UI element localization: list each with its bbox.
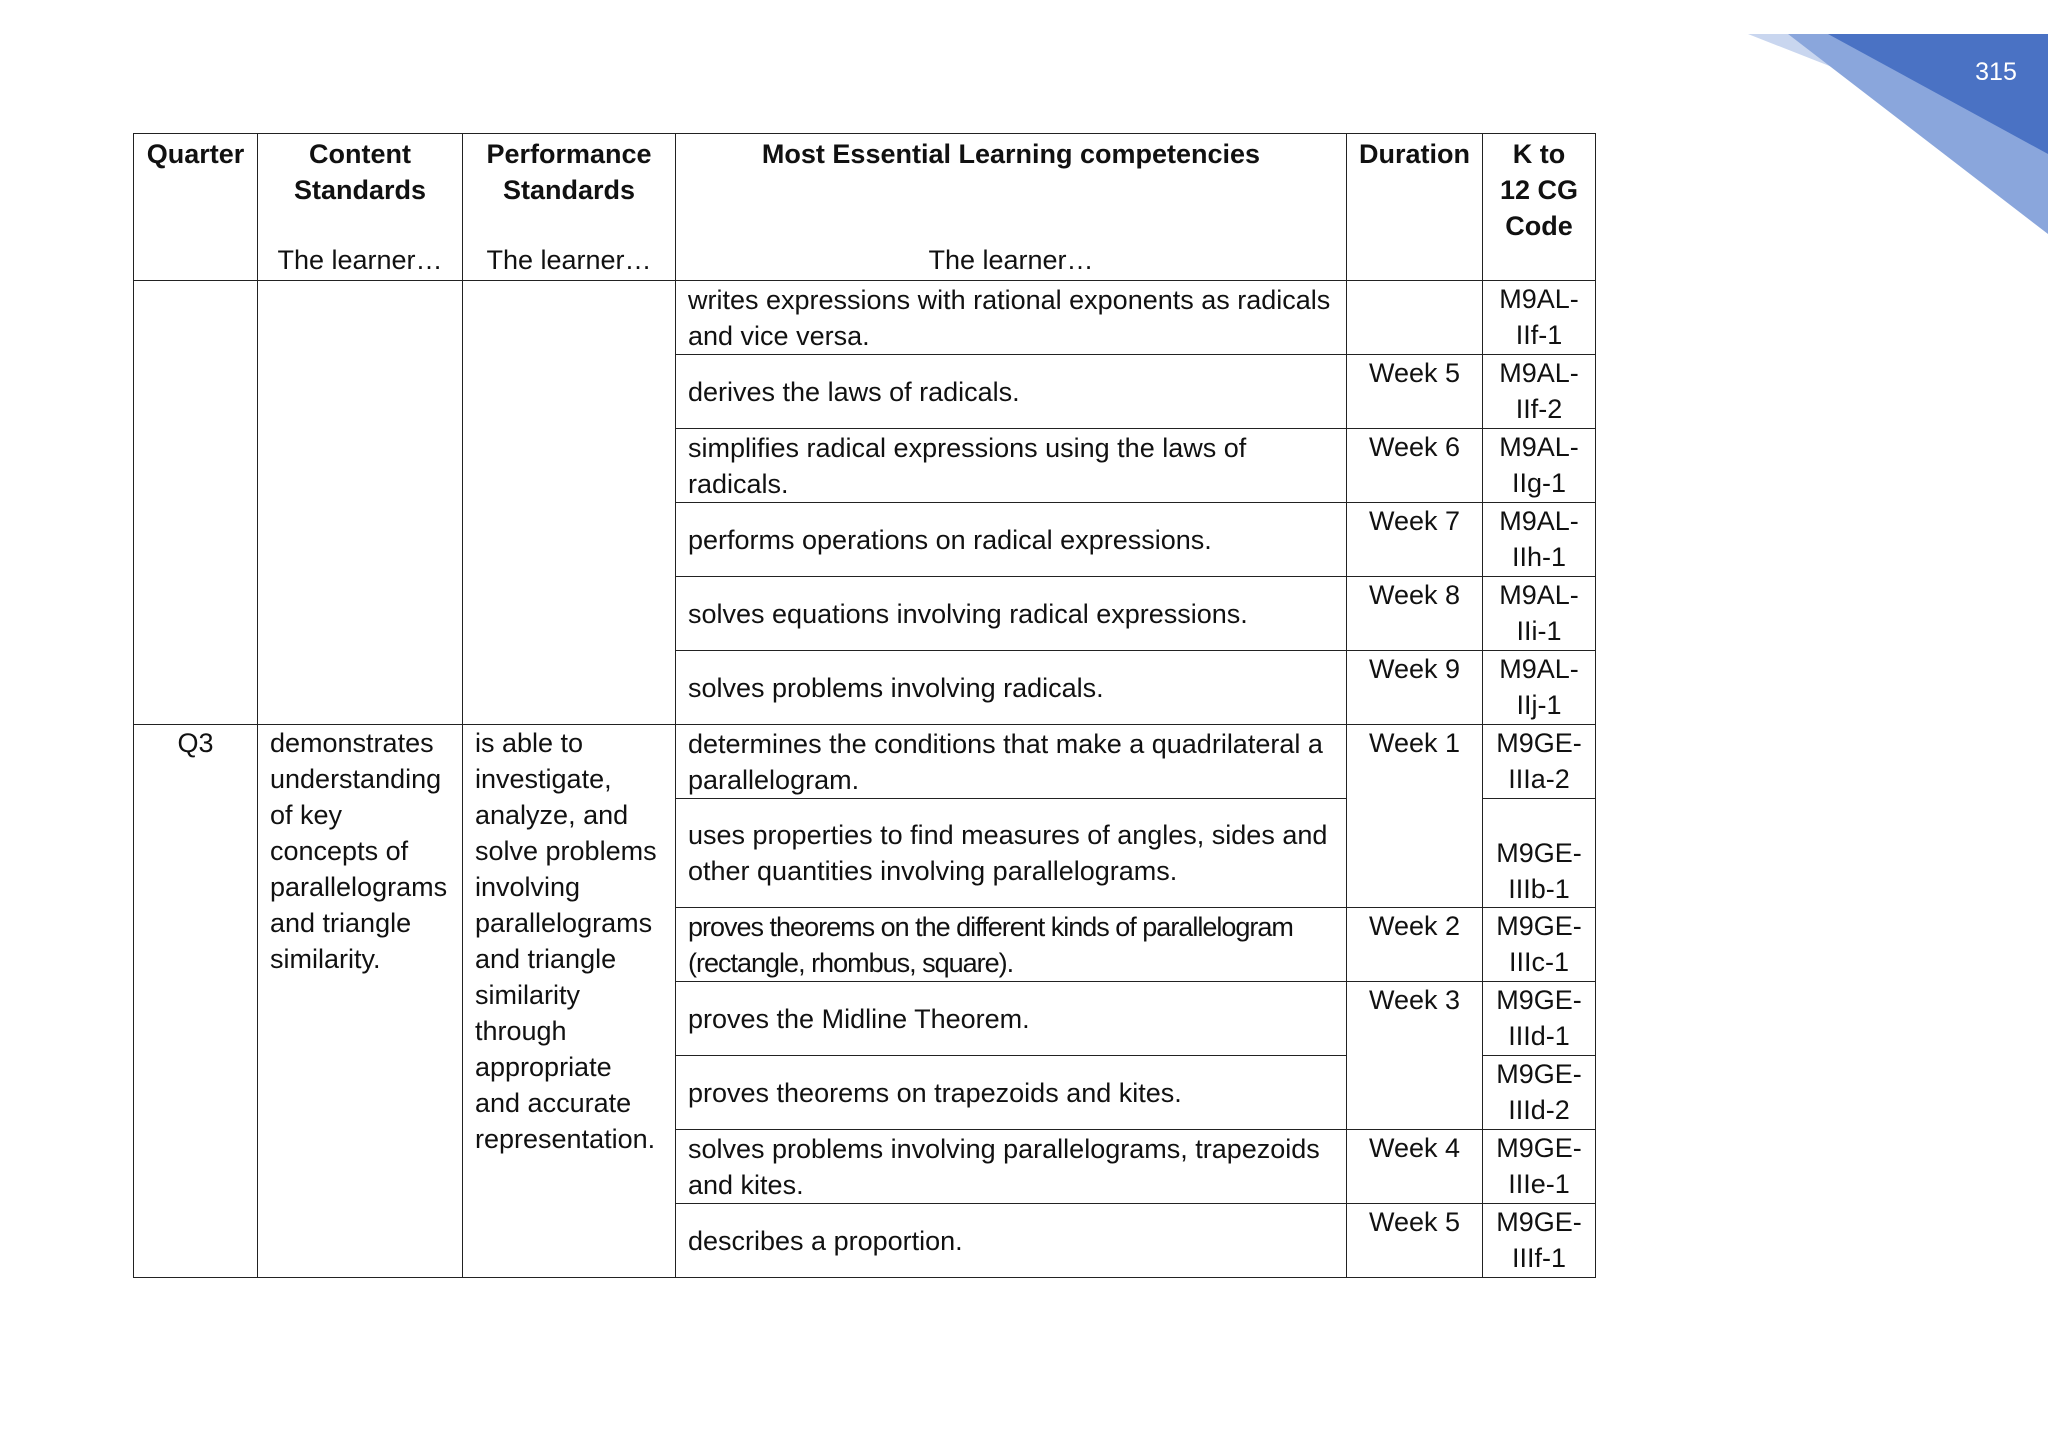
header-performance-standards: Performance Standards The learner…	[463, 134, 676, 281]
competency-cell: uses properties to find measures of angles, sides and other quantities involving parallelograms.	[676, 799, 1347, 908]
competency-cell: proves theorems on trapezoids and kites.	[676, 1056, 1347, 1130]
header-row	[134, 134, 1596, 281]
competency-cell: determines the conditions that make a quadrilateral a parallelogram.	[676, 725, 1347, 799]
table-row	[134, 725, 1596, 799]
melc-table	[133, 133, 1596, 1278]
competency-cell: proves theorems on the different kinds of parallelogram (rectangle, rhombus, square).	[676, 908, 1347, 982]
code-cell: M9AL-IIg-1	[1483, 429, 1596, 503]
code-cell: M9GE-IIIb-1	[1483, 799, 1596, 908]
performance-standard-cell-empty	[463, 281, 676, 725]
competency-cell: solves problems involving parallelograms, trapezoids and kites.	[676, 1130, 1347, 1204]
code-cell: M9GE-IIIa-2	[1483, 725, 1596, 799]
header-melc: Most Essential Learning competencies The learner…	[676, 134, 1347, 281]
header-content-standards: Content Standards The learner…	[258, 134, 463, 281]
competency-cell: solves equations involving radical expressions.	[676, 577, 1347, 651]
competency-cell: writes expressions with rational exponents as radicals and vice versa.	[676, 281, 1347, 355]
code-cell: M9GE-IIIc-1	[1483, 908, 1596, 982]
duration-cell: Week 9	[1347, 651, 1483, 725]
code-cell: M9GE-IIIe-1	[1483, 1130, 1596, 1204]
duration-cell: Week 1	[1347, 725, 1483, 908]
duration-cell: Week 5	[1347, 355, 1483, 429]
competency-cell: proves the Midline Theorem.	[676, 982, 1347, 1056]
competency-cell: describes a proportion.	[676, 1204, 1347, 1278]
header-performance-sub: The learner…	[486, 245, 652, 275]
code-cell: M9AL-IIf-1	[1483, 281, 1596, 355]
header-code: K to 12 CG Code	[1483, 134, 1596, 281]
content-standard-cell: demonstrates understanding of key concepts of parallelograms and triangle similarity.	[258, 725, 463, 1278]
header-quarter: Quarter	[134, 134, 258, 281]
performance-standard-cell: is able to investigate, analyze, and solve problems involving parallelograms and triangle similarity through appropriate and accurate representation.	[463, 725, 676, 1278]
header-duration: Duration	[1347, 134, 1483, 281]
competency-cell: derives the laws of radicals.	[676, 355, 1347, 429]
header-content-sub: The learner…	[277, 245, 443, 275]
code-cell: M9AL-IIi-1	[1483, 577, 1596, 651]
page-number: 315	[1975, 58, 2017, 86]
code-cell: M9AL-IIf-2	[1483, 355, 1596, 429]
duration-cell	[1347, 281, 1483, 355]
duration-cell: Week 5	[1347, 1204, 1483, 1278]
competency-cell: performs operations on radical expressions.	[676, 503, 1347, 577]
header-melc-sub: The learner…	[928, 245, 1094, 275]
duration-cell: Week 6	[1347, 429, 1483, 503]
table-row	[134, 281, 1596, 355]
code-cell: M9GE-IIId-1	[1483, 982, 1596, 1056]
quarter-cell-empty	[134, 281, 258, 725]
competency-cell: simplifies radical expressions using the laws of radicals.	[676, 429, 1347, 503]
code-cell: M9AL-IIh-1	[1483, 503, 1596, 577]
code-cell: M9GE-IIIf-1	[1483, 1204, 1596, 1278]
duration-cell: Week 8	[1347, 577, 1483, 651]
code-cell: M9AL-IIj-1	[1483, 651, 1596, 725]
duration-cell: Week 2	[1347, 908, 1483, 982]
duration-cell: Week 7	[1347, 503, 1483, 577]
quarter-cell: Q3	[134, 725, 258, 1278]
competency-cell: solves problems involving radicals.	[676, 651, 1347, 725]
duration-cell: Week 3	[1347, 982, 1483, 1130]
content-standard-cell-empty	[258, 281, 463, 725]
duration-cell: Week 4	[1347, 1130, 1483, 1204]
code-cell: M9GE-IIId-2	[1483, 1056, 1596, 1130]
